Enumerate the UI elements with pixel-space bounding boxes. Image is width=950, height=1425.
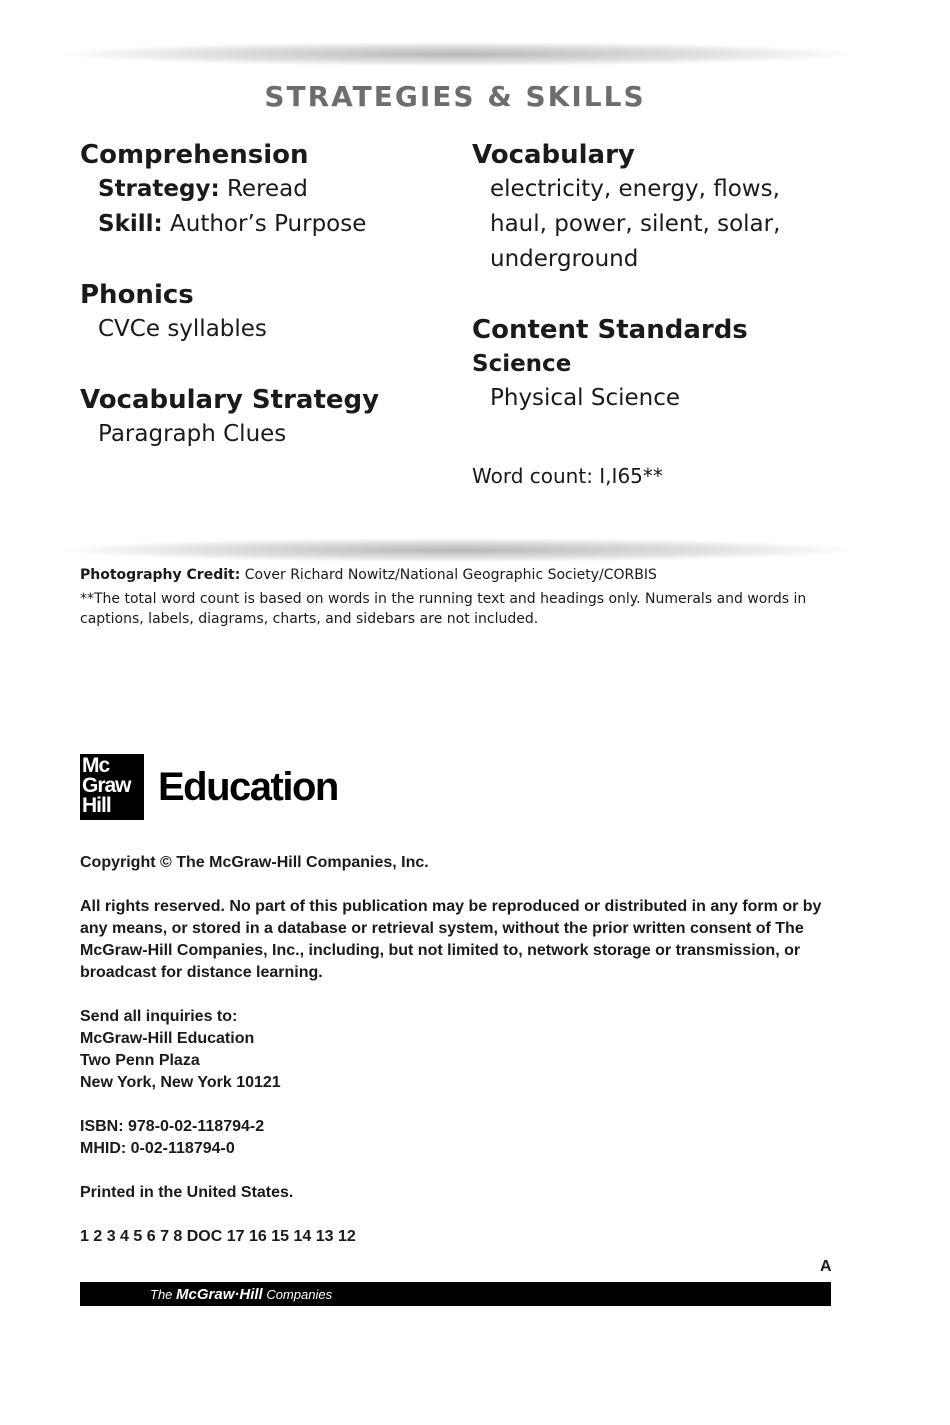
science-subheading: Science [472, 351, 572, 377]
inquiries-line: McGraw-Hill Education [80, 1030, 255, 1047]
photo-credit-label: Photography Credit: [80, 567, 241, 583]
top-shadow-divider [62, 42, 852, 66]
vocabulary-heading: Vocabulary [472, 140, 635, 170]
strategy-label: Strategy: [98, 176, 220, 202]
right-column [472, 138, 872, 490]
isbn: ISBN: 978-0-02-118794-2 [80, 1118, 265, 1135]
divider-mask [62, 66, 852, 80]
inquiries-block [80, 1006, 825, 1094]
vocabulary-strategy-heading: Vocabulary Strategy [80, 385, 380, 415]
copyright-line: Copyright © The McGraw-Hill Companies, Inc. [80, 854, 429, 871]
legal-section [80, 852, 825, 1270]
page-letter: A [820, 1258, 832, 1275]
photo-credit-value: Cover Richard Nowitz/National Geographic Society/CORBIS [240, 567, 657, 583]
vocabulary-line: electricity, energy, flows, [490, 176, 780, 202]
vocabulary-line: underground [490, 246, 639, 272]
page-title: STRATEGIES & SKILLS [264, 80, 646, 113]
inquiries-line: New York, New York 10121 [80, 1074, 281, 1091]
divider-mask [62, 524, 852, 538]
photo-credit [80, 565, 830, 585]
footer-companies: Companies [262, 1287, 333, 1302]
skill-label: Skill: [98, 211, 163, 237]
inquiries-line: Two Penn Plaza [80, 1052, 200, 1069]
footer-bar [80, 1282, 831, 1306]
phonics-value: CVCe syllables [98, 316, 267, 342]
word-count: Word count: I,I65** [472, 464, 663, 488]
identifiers-block [80, 1116, 825, 1160]
inquiries-line: Send all inquiries to: [80, 1008, 238, 1025]
word-count-note: **The total word count is based on words in the running text and headings only. Numerals and words in captions, labels, diagrams, charts, and sidebars are not included. [80, 591, 807, 627]
logo-box-line: Mc [82, 754, 110, 777]
printing-line: 1 2 3 4 5 6 7 8 DOC 17 16 15 14 13 12 [80, 1228, 356, 1245]
mcgraw-hill-education-logo [80, 754, 338, 820]
strategy-line [80, 172, 460, 207]
skill-line [80, 207, 460, 242]
comprehension-heading: Comprehension [80, 140, 309, 170]
logo-wordmark: Education [158, 764, 338, 809]
footer-brand: McGraw·Hill [176, 1286, 263, 1303]
footer-the: The [150, 1287, 177, 1302]
credits-section [80, 565, 830, 633]
printed-line: Printed in the United States. [80, 1184, 294, 1201]
mcgraw-hill-logo-box [80, 754, 144, 820]
rights-statement: All rights reserved. No part of this publication may be reproduced or distributed in any form or by any means, or stored in a database or retrieval system, without the prior written consent of The McGraw-Hill Companies, Inc., including, but not limited to, network storage or transmission, or broadcast for distance learning. [80, 898, 822, 981]
left-column [80, 138, 460, 452]
content-standards-heading: Content Standards [472, 315, 748, 345]
logo-box-line: Graw [82, 774, 131, 797]
skill-value: Author’s Purpose [162, 211, 367, 237]
mhid: MHID: 0-02-118794-0 [80, 1140, 235, 1157]
physical-science-value: Physical Science [490, 385, 681, 411]
bottom-shadow-divider [62, 538, 852, 562]
strategy-value: Reread [219, 176, 308, 202]
logo-box-line: Hill [82, 794, 111, 817]
vocabulary-line: haul, power, silent, solar, [490, 211, 781, 237]
vocabulary-strategy-value: Paragraph Clues [98, 421, 287, 447]
phonics-heading: Phonics [80, 280, 194, 310]
